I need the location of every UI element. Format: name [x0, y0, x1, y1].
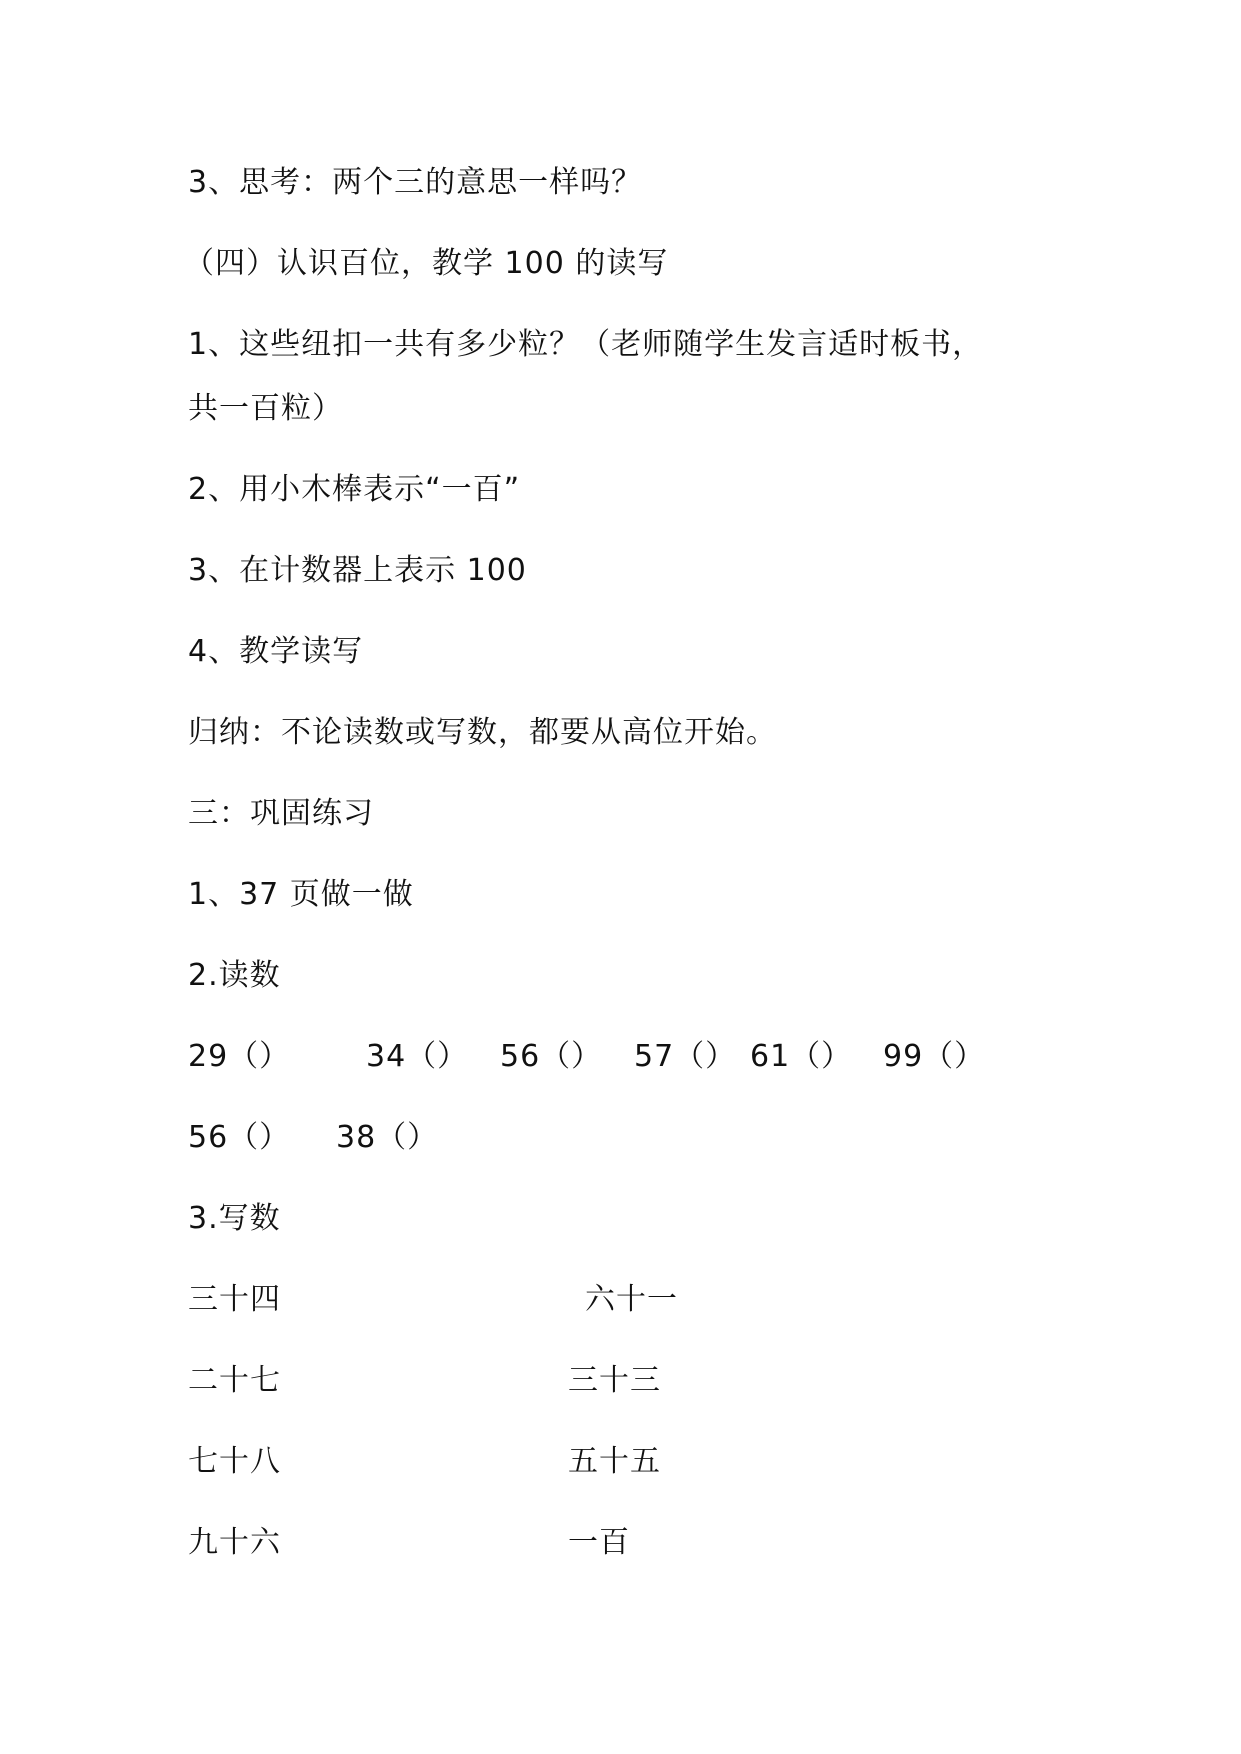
read-item: 56（）	[500, 1039, 603, 1074]
read-item: 34（）	[366, 1039, 469, 1074]
write-item-left: 九十六	[188, 1525, 281, 1560]
practice-heading: 三：巩固练习	[188, 796, 374, 831]
exercise-3-write-heading: 3.写数	[188, 1201, 281, 1236]
write-item-right: 三十三	[568, 1363, 661, 1398]
exercise-1: 1、37 页做一做	[188, 877, 414, 912]
write-item-left: 二十七	[188, 1363, 281, 1398]
read-item: 29（）	[188, 1039, 291, 1074]
step-4-read-write: 4、教学读写	[188, 634, 364, 669]
read-item: 56（）	[188, 1120, 291, 1155]
exercise-2-read-heading: 2.读数	[188, 958, 281, 993]
write-item-left: 三十四	[188, 1282, 281, 1317]
summary-line: 归纳：不论读数或写数，都要从高位开始。	[188, 715, 777, 750]
step-1-continuation: 共一百粒）	[188, 391, 343, 426]
step-3-counter: 3、在计数器上表示 100	[188, 553, 527, 588]
section-4-heading: （四）认识百位，教学 100 的读写	[184, 246, 669, 281]
read-item: 99（）	[883, 1039, 986, 1074]
step-1-buttons: 1、这些纽扣一共有多少粒？（老师随学生发言适时板书，	[188, 327, 984, 362]
question-3-think: 3、思考：两个三的意思一样吗？	[188, 165, 643, 200]
read-item: 38（）	[336, 1120, 439, 1155]
write-item-left: 七十八	[188, 1444, 281, 1479]
read-item: 61（）	[750, 1039, 853, 1074]
write-item-right: 六十一	[585, 1282, 678, 1317]
write-item-right: 五十五	[568, 1444, 661, 1479]
write-item-right: 一百	[568, 1525, 630, 1560]
read-item: 57（）	[634, 1039, 737, 1074]
step-2-sticks: 2、用小木棒表示“一百”	[188, 472, 521, 507]
